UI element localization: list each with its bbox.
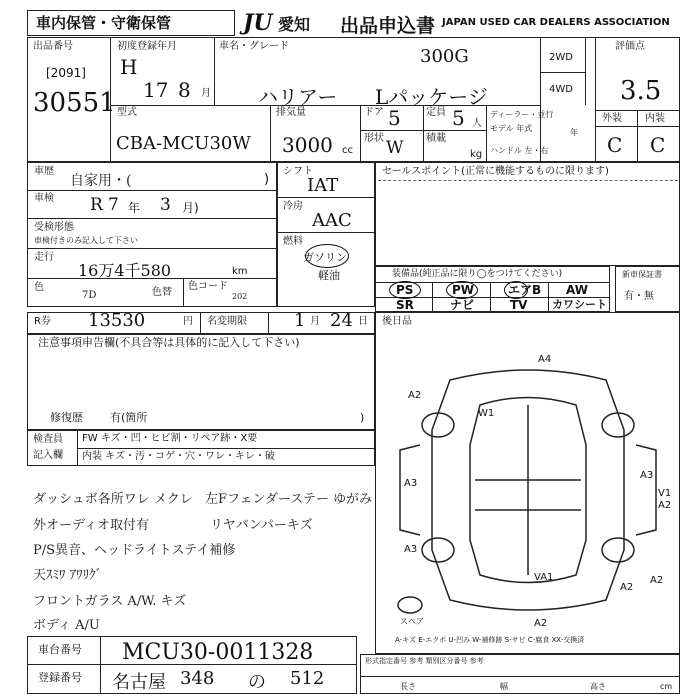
storage-title: 車内保管・守衛保管 [36, 14, 172, 32]
remark-2: 左Fフェンダーステー ゆがみ [205, 492, 373, 507]
interior-label: 内装 [645, 113, 665, 124]
type-label: 型式 [117, 107, 137, 118]
recycle-value: 13530 [88, 310, 146, 331]
displacement-unit: cc [342, 145, 353, 156]
form-title: 出品申込書 [340, 15, 436, 37]
load-unit: kg [470, 149, 483, 160]
equipment-label: 装備品(純正品に限り◯をつけてください) [392, 269, 563, 279]
inspection-month-unit: 月) [182, 201, 199, 215]
exterior-grade: C [607, 133, 623, 157]
mileage-value: 16万4千580 [78, 261, 172, 280]
fuel-label: 燃料 [283, 236, 303, 247]
remark-7: フロントガラス A/W. キズ [33, 594, 187, 609]
lot-number: 30551 [33, 88, 116, 118]
lot-label: 出品番号 [33, 41, 73, 52]
accept-note: 車検付きのみ記入して下さい [34, 236, 138, 245]
color-code-label: 色コード [188, 281, 228, 292]
equip-tv: TV [510, 298, 528, 312]
cooling-label: 冷房 [283, 201, 303, 212]
displacement-label: 排気量 [276, 107, 306, 118]
load-label: 積載 [426, 133, 446, 144]
reference-label: 形式指定番号 参考 類別区分番号 参考 [365, 657, 484, 665]
mark-v1: V1 [658, 488, 672, 499]
plate-label: 登録番号 [38, 671, 82, 684]
drive-2wd: 2WD [549, 52, 573, 63]
inspection-era: R [90, 195, 103, 215]
equip-navi: ナビ [450, 298, 475, 312]
plate-area: 名古屋 [112, 672, 166, 693]
fuel-diesel: 軽油 [318, 269, 340, 282]
remark-5: P/S異音、ヘッドライトステイ補修 [33, 543, 236, 558]
door-label: ドア [364, 107, 384, 118]
registration-era: H [120, 55, 138, 79]
inspection-month: 3 [160, 195, 171, 215]
spare-label: スペア [400, 617, 424, 626]
model-year-unit: 年 [570, 128, 578, 137]
mark-a2-bottom: A2 [620, 582, 634, 593]
exterior-label: 外装 [602, 113, 622, 124]
mark-a3-rear-left: A3 [404, 544, 418, 555]
equip-ps: PS [396, 283, 414, 297]
equip-seat: カワシート [552, 298, 607, 311]
repair-value: 有(箇所 [110, 411, 148, 424]
checker-label-1: 検査員 [33, 434, 63, 445]
checker-label-2: 記入欄 [33, 450, 63, 461]
plate-number: 512 [290, 668, 325, 689]
deadline-month-unit: 月 [310, 316, 320, 327]
recycle-unit: 円 [183, 316, 193, 327]
color-code-value: 202 [232, 292, 248, 301]
shape-value: W [386, 138, 404, 158]
color-label: 色 [34, 282, 44, 293]
dim-unit: cm [660, 682, 673, 691]
equip-pw: PW [452, 283, 475, 297]
repair-close: ) [360, 411, 365, 424]
mileage-unit: km [232, 266, 248, 277]
remark-8: ボディ A/U [33, 618, 100, 633]
mark-w1: W1 [478, 408, 495, 419]
rating-label: 評価点 [615, 41, 645, 52]
mark-a3-right: A3 [640, 470, 654, 481]
interior-grade: C [650, 133, 666, 157]
mark-a2-rear-right: A2 [650, 575, 664, 586]
warranty-label: 新車保証書 [622, 270, 662, 279]
history-block [27, 162, 277, 307]
registration-month-unit: 月 [201, 88, 211, 99]
mark-a2-rear: A2 [534, 618, 548, 629]
seat-label: 定員 [426, 107, 446, 118]
mark-a3-left: A3 [404, 478, 418, 489]
shape-label: 形状 [364, 133, 384, 144]
rating-score: 3.5 [620, 76, 662, 106]
shift-value: IAT [307, 175, 339, 196]
drive-4wd: 4WD [549, 84, 573, 95]
cooling-value: AAC [312, 210, 352, 231]
seat-unit: 人 [472, 118, 482, 129]
association-name: JAPAN USED CAR DEALERS ASSOCIATION [442, 17, 670, 28]
registration-year: 17 [143, 78, 169, 102]
back-label: 後日品 [382, 316, 412, 327]
equip-pw-circle [446, 281, 478, 299]
mark-a4: A4 [538, 354, 552, 365]
damage-legend: A-キズ E-エクボ U-凹み W-補修跡 S-サビ C-腐食 XX-交換済 [395, 636, 585, 644]
mark-a2-right: A2 [658, 500, 672, 511]
color-value: 7D [82, 290, 97, 301]
inspection-label: 車検 [34, 193, 54, 204]
lot-code: [2091] [46, 66, 86, 80]
fuel-gasoline: ガソリン [303, 251, 347, 264]
remark-4: リヤバンパーキズ [210, 518, 313, 533]
equip-ps-circle [389, 281, 421, 299]
equip-aw: AW [566, 283, 588, 297]
model-year-label: モデル 年式 [490, 124, 533, 133]
dim-height: 高さ [590, 682, 606, 691]
sales-point-label: セールスポイント(正常に機能するものに限ります) [382, 166, 609, 177]
recycle-label: R券 [34, 316, 51, 327]
equip-airbag-circle [504, 281, 528, 299]
grade-top: 300G [420, 46, 469, 67]
mark-va1: VA1 [534, 572, 554, 583]
dim-length: 長さ [400, 682, 416, 691]
handle-label: ハンドル 左・右 [490, 146, 549, 155]
vin-label: 車台番号 [38, 643, 82, 656]
car-grade: Lパッケージ [375, 85, 488, 109]
deadline-day: 24 [330, 310, 353, 331]
color-change-label: 色替 [152, 287, 172, 298]
inspection-year-unit: 年 [128, 201, 141, 215]
mileage-label: 走行 [34, 252, 54, 263]
remark-6: 天ｽﾐﾜ ｱﾜﾘｸﾞ [33, 568, 103, 583]
vin-value: MCU30-0011328 [122, 640, 314, 665]
storage-title-box [27, 10, 235, 36]
registration-label: 初度登録年月 [117, 41, 177, 52]
history-close: ) [264, 172, 270, 187]
brand-prefecture: 愛知 [278, 15, 311, 34]
remark-3: 外オーディオ取付有 [33, 518, 149, 533]
type-value: CBA-MCU30W [116, 133, 251, 154]
deadline-month: 1 [294, 310, 306, 331]
plate-kana: の [248, 672, 266, 693]
seat-value: 5 [452, 106, 465, 130]
checker-row-1: FW キズ・凹・ヒビ割・リペア跡・X要 [82, 433, 258, 444]
history-value: 自家用・( [70, 173, 132, 189]
deadline-day-unit: 日 [358, 316, 368, 327]
recycle-row [27, 312, 375, 334]
inspection-year: 7 [108, 195, 119, 215]
equip-airbag: エアB [508, 283, 542, 297]
deadline-label: 名変期限 [207, 316, 247, 327]
equip-sr: SR [396, 298, 414, 312]
plate-class: 348 [180, 668, 215, 689]
accept-label: 受検形態 [34, 222, 74, 233]
fuel-circle [305, 244, 349, 268]
dim-width: 幅 [500, 682, 508, 691]
remark-1: ダッシュボ各所ワレ メクレ [33, 492, 193, 507]
history-label: 車歴 [34, 166, 54, 177]
notes-label: 注意事項申告欄(不具合等は具体的に記入して下さい) [38, 336, 300, 349]
warranty-options: 有・無 [624, 291, 654, 302]
registration-month: 8 [178, 78, 191, 102]
model-label: 車名・グレード [219, 41, 289, 52]
ju-logo: JU [243, 10, 273, 36]
repair-label: 修復歴 [50, 411, 83, 424]
door-value: 5 [388, 106, 401, 130]
shift-label: シフト [283, 166, 313, 177]
dealer-label: ディーラー・並行 [490, 110, 554, 119]
checker-row-2: 内装 キズ・汚・コゲ・穴・ワレ・キレ・破 [82, 451, 275, 462]
displacement-value: 3000 [282, 133, 333, 157]
car-name: ハリアー [258, 85, 338, 109]
mark-a2-front-left: A2 [408, 390, 422, 401]
